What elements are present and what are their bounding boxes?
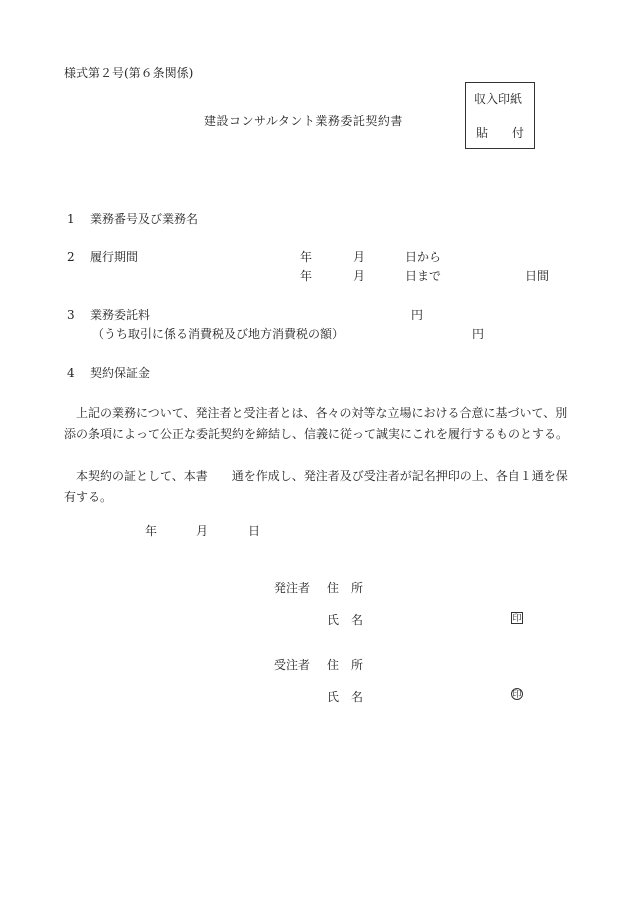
stamp-box-line2: 貼 付 <box>476 126 525 140</box>
tax-note: （うち取引に係る消費税及び地方消費税の額） <box>92 327 345 341</box>
tax-yen: 円 <box>472 327 485 341</box>
contractor-address-label: 住 所 <box>327 658 364 672</box>
item1-label: 業務番号及び業務名 <box>90 212 199 226</box>
fee-yen: 円 <box>411 308 424 322</box>
period-end-month: 月 <box>353 269 366 283</box>
orderer-role: 発注者 <box>274 581 311 595</box>
item1-number: 1 <box>67 212 75 226</box>
period-start-year: 年 <box>300 250 313 264</box>
document-title: 建設コンサルタント業務委託契約書 <box>204 114 403 128</box>
item3-number: 3 <box>67 308 75 322</box>
period-start-month: 月 <box>353 250 366 264</box>
item2-label: 履行期間 <box>90 250 139 264</box>
contractor-seal-icon: 印 <box>512 690 522 700</box>
orderer-address-label: 住 所 <box>327 581 364 595</box>
body-paragraph-2: 本契約の証として、本書 通を作成し、発注者及び受注者が記名押印の上、各自１通を保有する。 <box>64 469 568 504</box>
date-day: 日 <box>248 524 261 538</box>
orderer-seal-icon: 印 <box>512 614 522 624</box>
date-month: 月 <box>196 524 209 538</box>
period-start-from: 日から <box>405 250 442 264</box>
item3-label: 業務委託料 <box>90 308 151 322</box>
period-end-until: 日まで <box>405 269 442 283</box>
body-paragraph-1: 上記の業務について、発注者と受注者とは、各々の対等な立場における合意に基づいて、別添の条項によって公正な委託契約を締結し、信義に従って誠実にこれを履行するものとする。 <box>64 406 569 441</box>
item2-number: 2 <box>67 250 75 264</box>
period-days: 日間 <box>525 269 550 283</box>
date-year: 年 <box>145 524 158 538</box>
contractor-role: 受注者 <box>274 658 311 672</box>
stamp-box-line1: 収入印紙 <box>474 92 523 106</box>
revenue-stamp-box <box>465 82 535 149</box>
form-number: 様式第２号(第６条関係) <box>64 66 194 80</box>
contractor-name-label: 氏 名 <box>327 690 364 704</box>
item4-label: 契約保証金 <box>90 366 151 380</box>
period-end-year: 年 <box>300 269 313 283</box>
item4-number: 4 <box>67 366 75 380</box>
orderer-name-label: 氏 名 <box>327 613 364 627</box>
